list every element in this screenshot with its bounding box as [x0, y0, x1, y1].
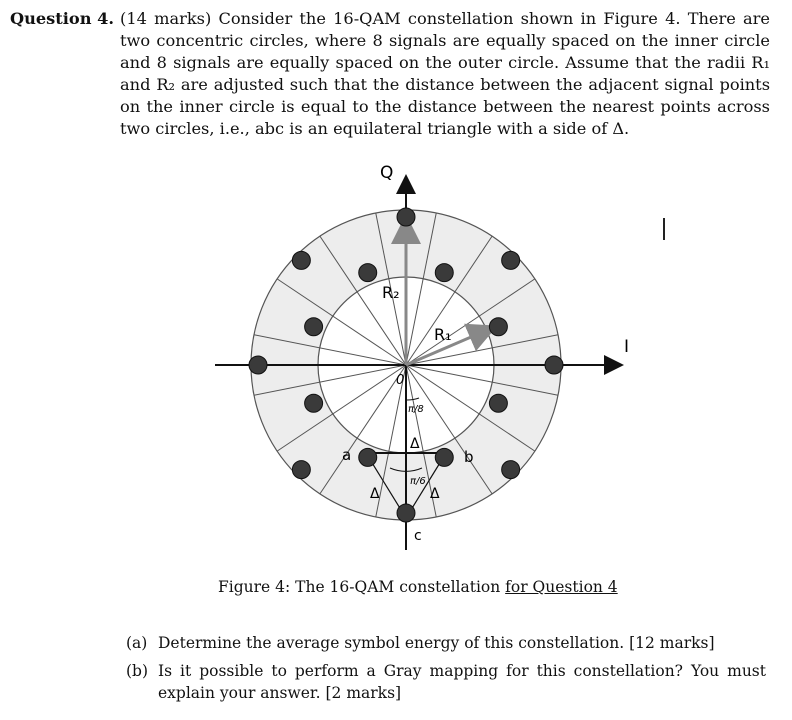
- question-parts: [126, 632, 766, 704]
- inner-signal-point: [489, 318, 507, 336]
- delta-left-label: Δ: [370, 486, 380, 502]
- caption-prefix: Figure 4: The 16-QAM constellation: [218, 578, 506, 596]
- q-axis-label: Q: [380, 163, 394, 183]
- outer-signal-point: [397, 504, 415, 522]
- r1-label: R₁: [434, 325, 452, 344]
- delta-top-label: Δ: [410, 436, 420, 452]
- point-b-label: b: [464, 448, 474, 466]
- part-a-text: Determine the average symbol energy of this constellation. [12 marks]: [158, 634, 715, 652]
- inner-signal-point: [359, 264, 377, 282]
- constellation-diagram: [200, 160, 640, 560]
- text-cursor: [663, 218, 665, 240]
- part-b: [126, 660, 766, 704]
- angle-pi6-label: π/6: [410, 476, 426, 487]
- part-b-label: (b): [126, 662, 149, 680]
- r2-label: R₂: [382, 283, 400, 302]
- i-axis-label: I: [624, 337, 630, 357]
- inner-signal-point: [305, 394, 323, 412]
- caption-link: for Question 4: [505, 578, 618, 596]
- outer-signal-point: [249, 356, 267, 374]
- angle-pi8-label: π/8: [408, 404, 424, 415]
- figure-caption: [218, 578, 618, 596]
- outer-signal-point: [292, 461, 310, 479]
- phi-label: 0: [396, 373, 405, 388]
- outer-signal-point: [545, 356, 563, 374]
- delta-right-label: Δ: [430, 486, 440, 502]
- part-a-label: (a): [126, 634, 148, 652]
- question-text: (14 marks) Consider the 16-QAM constellation shown in Figure 4. There are two concentric circles, where 8 signals are equally spaced on the inner circle and 8 signals are equally spaced on the outer circle. Assume that the radii R₁ and R₂ are adjusted such that the distance between the adjacent signal points on the inner circle is equal to the distance between the nearest points across two circles, i.e., abc is an equilateral triangle with a side of Δ.: [120, 9, 770, 138]
- question-heading: Question 4.: [10, 9, 115, 28]
- constellation-figure: [200, 160, 640, 560]
- inner-signal-point: [359, 448, 377, 466]
- outer-signal-point: [397, 208, 415, 226]
- inner-signal-point: [435, 448, 453, 466]
- point-a-label: a: [342, 446, 352, 464]
- outer-signal-point: [292, 251, 310, 269]
- part-a: [126, 632, 766, 654]
- outer-signal-point: [502, 461, 520, 479]
- inner-signal-point: [305, 318, 323, 336]
- inner-signal-point: [489, 394, 507, 412]
- part-b-text: Is it possible to perform a Gray mapping for this constellation? You must explain your answer. [2 marks]: [158, 662, 766, 702]
- outer-signal-point: [502, 251, 520, 269]
- point-c-label: c: [414, 528, 422, 544]
- inner-signal-point: [435, 264, 453, 282]
